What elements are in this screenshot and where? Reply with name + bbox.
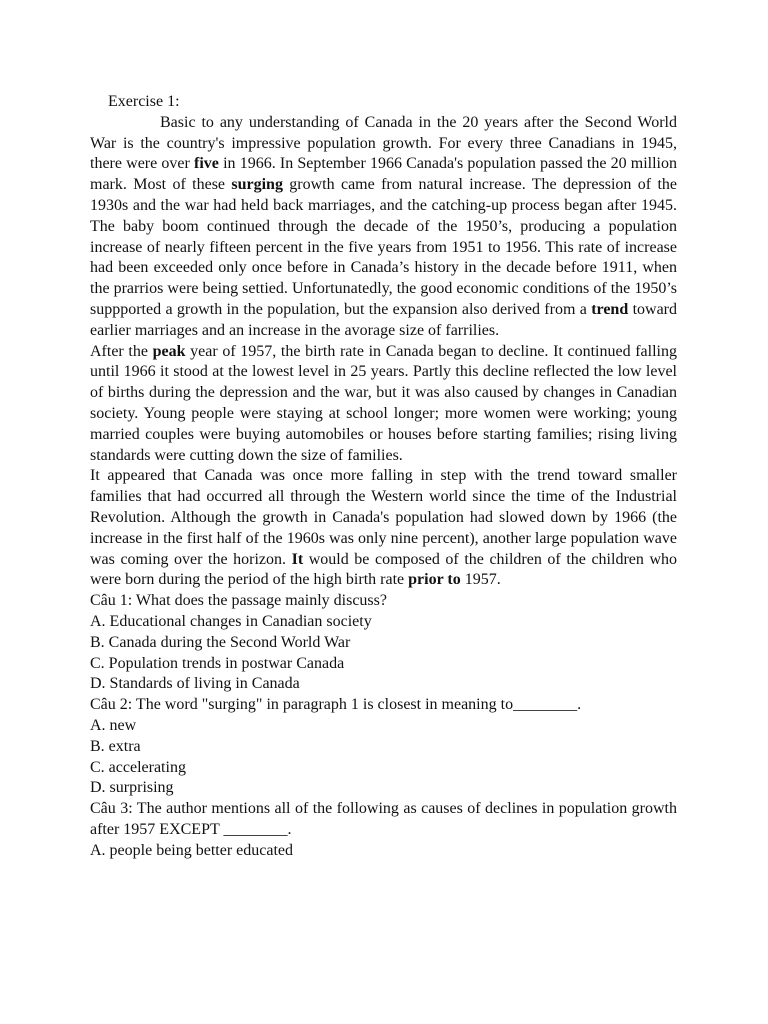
bold-keyword: peak	[152, 342, 186, 360]
bold-keyword: surging	[231, 176, 283, 194]
paragraph-2	[90, 342, 677, 467]
bold-keyword: prior to	[408, 571, 461, 589]
text-segment: toward earlier marriages and an increase in the avorage size of farrilies.	[90, 300, 678, 339]
question-2-prompt: Câu 2: The word "surging" in paragraph 1 is closest in meaning to________.	[90, 696, 582, 714]
paragraph-3	[90, 466, 677, 591]
question-1-option-c: C. Population trends in postwar Canada	[90, 654, 345, 672]
document-page	[90, 92, 677, 861]
text-segment: year of 1957, the birth rate in Canada began to decline. It continued falling until 1966 it stood at the lowest level in 25 years. Partly this decline reflected the low level of births during the depression and the war, but it was also caused by changes in Canadian society. Young people were staying at school longer; more women were working; young married couples were buying automobiles or houses before starting families; rising living standards were cutting down the size of families.	[90, 342, 677, 464]
text-segment: It appeared that Canada was once more falling in step with the trend toward smaller families that had occurred all through the Western world since the time of the Industrial Revolution. Although the growth in Canada's population had slowed down by 1966 (the increase in the first half of the 1960s was only nine percent), another large population wave was coming over the horizon.	[90, 467, 677, 568]
text-segment: Basic to any understanding of Canada in the 20 years after the Second World War is the country's impressive population growth. For every three Canadians in 1945, there were over	[90, 113, 677, 173]
text-segment: 1957.	[460, 571, 501, 589]
question-2-option-a: A. new	[90, 716, 137, 734]
question-2-option-b: B. extra	[90, 737, 141, 755]
question-1-option-b: B. Canada during the Second World War	[90, 633, 351, 651]
question-1	[90, 591, 677, 695]
question-2-option-c: C. accelerating	[90, 758, 186, 776]
question-3-option-a: A. people being better educated	[90, 841, 294, 859]
text-segment: in 1966. In September 1966 Canada's population passed the 20 million mark. Most of these	[90, 155, 677, 194]
text-segment: growth came from natural increase. The depression of the 1930s and the war had held back marriages, and the catching-up process began after 1945. The baby boom continued through the decade of the 1950’s, producing a population increase of nearly fifteen percent in the five years from 1951 to 1956. This rate of increase had been exceeded only once before in Canada’s history in the decade before 1911, when the prarrios were being settied. Unfortunatedly, the good economic conditions of the 1950’s suppported a growth in the population, but the expansion also derived from a	[90, 176, 677, 318]
question-3-prompt: Câu 3: The author mentions all of the following as causes of declines in population growth after 1957 EXCEPT ________.	[90, 800, 677, 838]
question-1-prompt: Câu 1: What does the passage mainly discuss?	[90, 592, 387, 610]
paragraph-1	[90, 113, 677, 342]
question-2-option-d: D. surprising	[90, 779, 174, 797]
bold-keyword: five	[194, 155, 219, 173]
question-3	[90, 799, 677, 861]
bold-keyword: It	[291, 550, 304, 568]
question-1-option-a: A. Educational changes in Canadian society	[90, 612, 372, 630]
question-1-option-d: D. Standards of living in Canada	[90, 675, 300, 693]
bold-keyword: trend	[591, 300, 629, 318]
question-2	[90, 695, 677, 799]
text-segment: would be composed of the children of the children who were born during the period of the high birth rate	[90, 550, 678, 589]
text-segment: After the	[90, 342, 153, 360]
exercise-title: Exercise 1:	[108, 93, 180, 110]
